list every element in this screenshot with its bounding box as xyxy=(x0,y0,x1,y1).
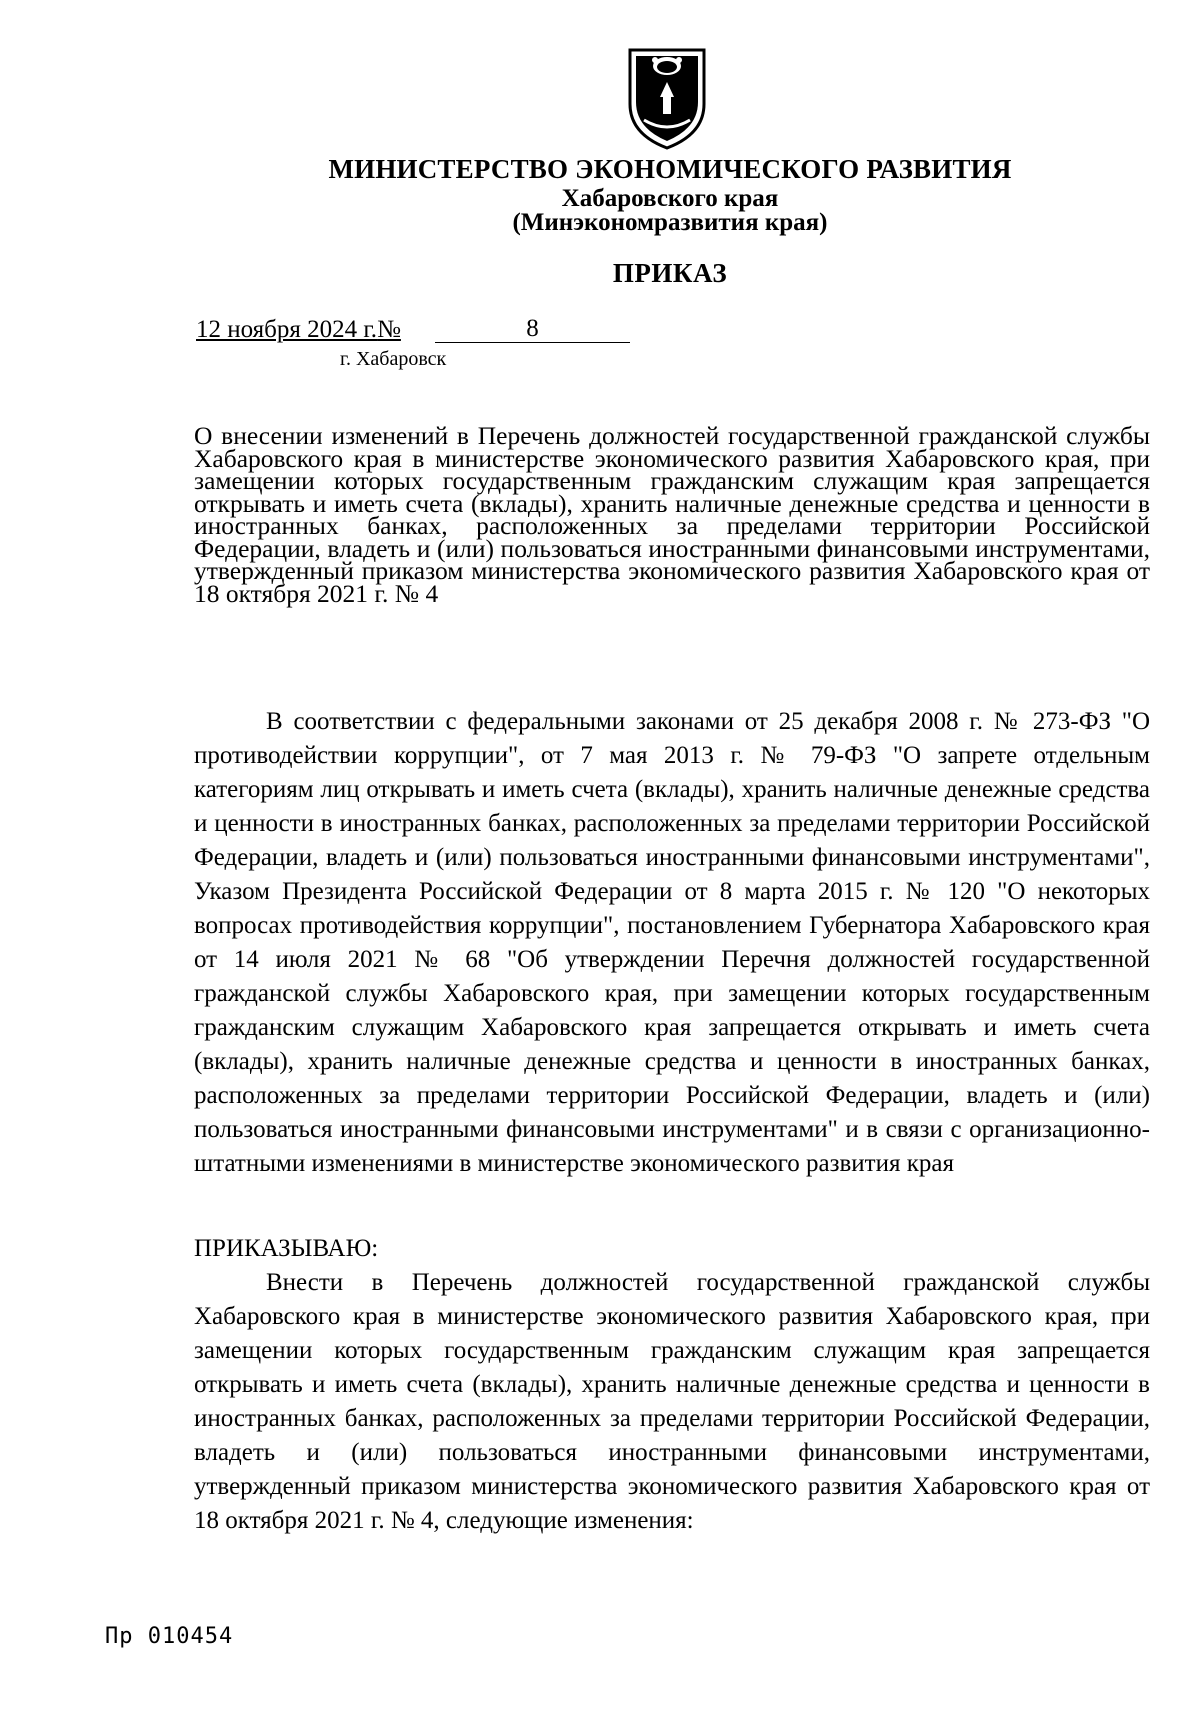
order-paragraph: Внести в Перечень должностей государственной гражданской службы Хабаровского края в министерстве экономического развития Хабаровского края, при замещении которых государственным гражданским служащим края запрещается открывать и иметь счета (вклады), хранить наличные денежные средства и ценности в иностранных банках, расположенных за пределами территории Российской Федерации, владеть и (или) пользоваться иностранными финансовыми инструментами, утвержденный приказом министерства экономического развития Хабаровского края от 18 октября 2021 г. № 4, следующие изменения: xyxy=(194,1269,1150,1534)
ministry-short-name: (Минэкономразвития края) xyxy=(512,209,828,236)
number-sign: № xyxy=(377,316,401,343)
order-title: О внесении изменений в Перечень должностей государственной гражданской службы Хабаровского края в министерстве экономического развития Хабаровского края, при замещении которых государственным гражданским служащим края запрещается открывать и иметь счета (вклады), хранить наличные денежные средства и ценности в иностранных банках, расположенных за пределами территории Российской Федерации, владеть и (или) пользоваться иностранными финансовыми инструментами, утвержденный приказом министерства экономического развития Хабаровского края от 18 октября 2021 г. № 4 xyxy=(194,421,1150,608)
form-code: Пр 010454 xyxy=(105,1624,234,1649)
order-directive: ПРИКАЗЫВАЮ: xyxy=(194,1235,379,1262)
order-date: 12 ноября 2024 г. xyxy=(196,316,378,343)
order-number: 8 xyxy=(435,316,630,343)
region-name: Хабаровского края xyxy=(561,185,779,212)
document-type: ПРИКАЗ xyxy=(612,258,728,288)
khabarovsk-coat-of-arms-icon xyxy=(622,42,712,152)
order-date-row xyxy=(196,316,401,348)
order-city: г. Хабаровск xyxy=(340,348,447,370)
ministry-name: МИНИСТЕРСТВО ЭКОНОМИЧЕСКОГО РАЗВИТИЯ xyxy=(328,154,1012,184)
preamble-paragraph: В соответствии с федеральными законами от 25 декабря 2008 г. № 273-ФЗ "О противодействии коррупции", от 7 мая 2013 г. № 79-ФЗ "О запрете отдельным категориям лиц открывать и иметь счета (вклады), хранить наличные денежные средства и ценности в иностранных банках, расположенных за пределами территории Российской Федерации, владеть и (или) пользоваться иностранными финансовыми инструментами", Указом Президента Российской Федерации от 8 марта 2015 г. № 120 "О некоторых вопросах противодействия коррупции", постановлением Губернатора Хабаровского края от 14 июля 2021 № 68 "Об утверждении Перечня должностей государственной гражданской службы Хабаровского края, при замещении которых государственным гражданским служащим Хабаровского края запрещается открывать и иметь счета (вклады), хранить наличные денежные средства и ценности в иностранных банках, расположенных за пределами территории Российской Федерации, владеть и (или) пользоваться иностранными финансовыми инструментами" и в связи с организационно-штатными изменениями в министерстве экономического развития края xyxy=(194,708,1150,1177)
